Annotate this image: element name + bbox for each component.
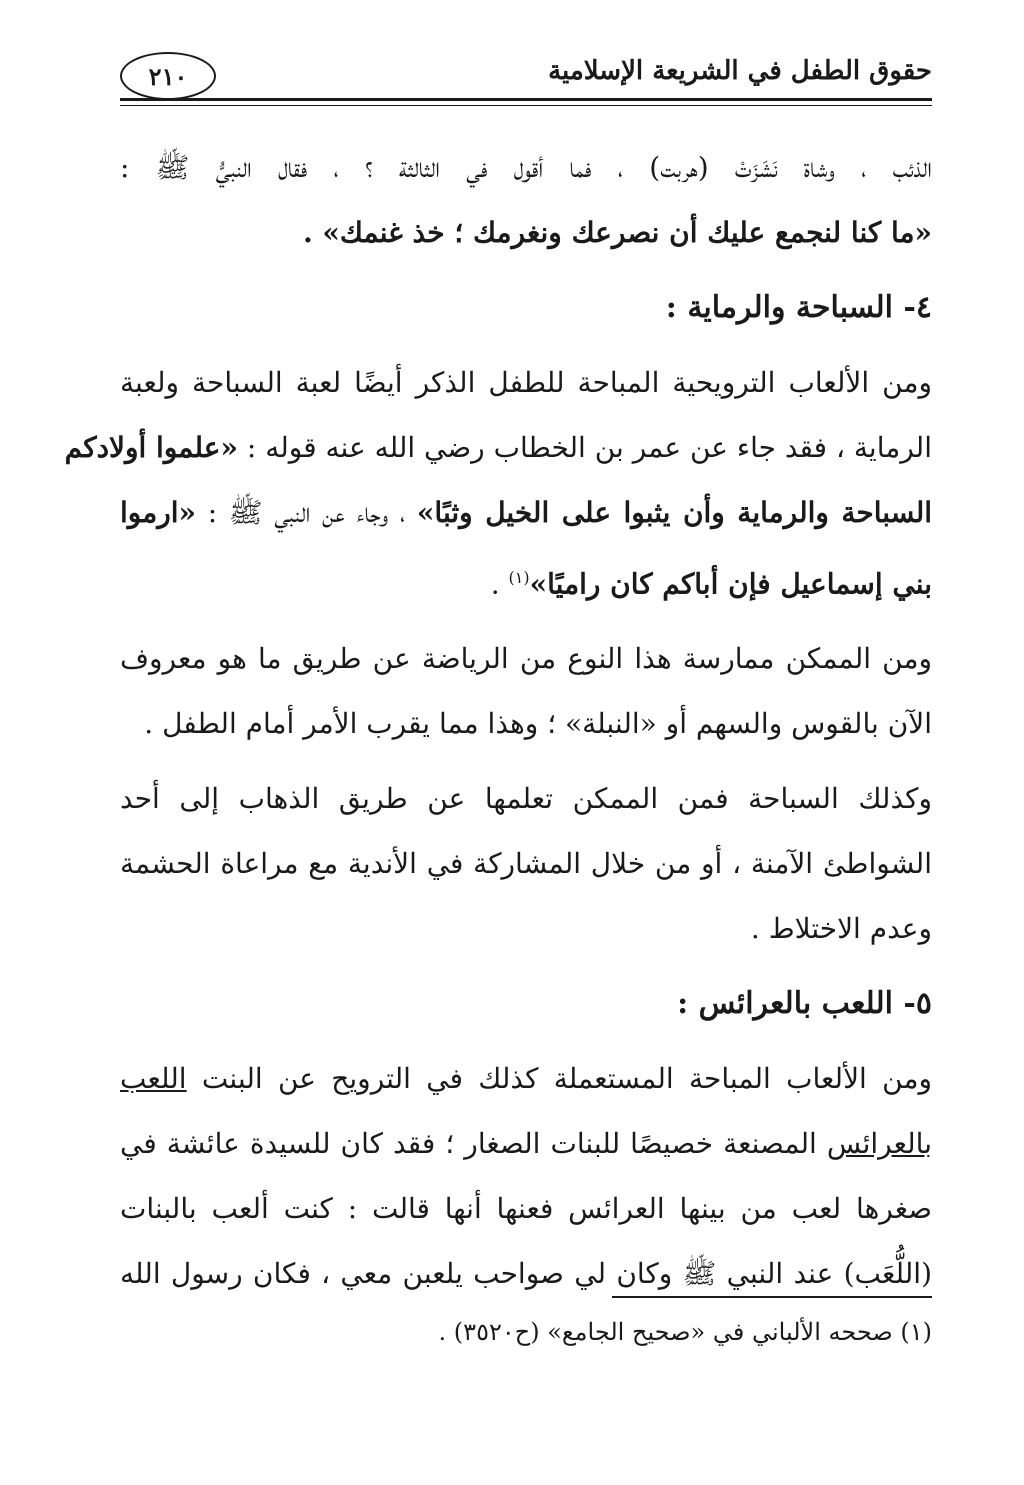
- text-line: (اللُّعَب) عند النبي ﷺ وكان لي صواحب يلعبن معي ، فكان رسول الله: [120, 1257, 932, 1291]
- page-body: [64, 135, 933, 1306]
- quote-span: «ارموا: [120, 496, 197, 529]
- text-line: ومن الألعاب الترويحية المباحة للطفل الذكر أيضًا لعبة السباحة ولعبة: [120, 366, 932, 399]
- text-span: .: [490, 567, 509, 601]
- hadith-quote: «ما كنا لنجمع عليك أن نصرعك ونغرمك ؛ خذ غنمك» .: [302, 216, 932, 249]
- text-span: ومن الألعاب المباحة المستعملة كذلك في الترويح عن البنت: [186, 1062, 932, 1096]
- section-heading-swimming-archery: ٤- السباحة والرماية :: [665, 290, 932, 325]
- text-line: [120, 1111, 932, 1176]
- text-line: وعدم الاختلاط .: [750, 912, 932, 946]
- section-heading-dolls: ٥- اللعب بالعرائس :: [677, 986, 932, 1022]
- text-line: [120, 480, 932, 545]
- text-line: الآن بالقوس والسهم أو «النبلة» ؛ وهذا مما يقرب الأمر أمام الطفل .: [144, 707, 932, 741]
- text-line: [120, 545, 932, 616]
- quote-span: «علموا أولادكم: [64, 431, 238, 464]
- running-title: حقوق الطفل في الشريعة الإسلامية: [548, 56, 932, 86]
- text-line: وكذلك السباحة فمن الممكن تعلمها عن طريق الذهاب إلى أحد: [120, 782, 932, 816]
- underlined-span: اللعب: [120, 1062, 187, 1096]
- text-line: الذئب ، وشاة نَشَزَتْ (هربت) ، فما أقول في الثالثة ؟ ، فقال النبيُّ ﷺ :: [120, 151, 932, 184]
- page-header: [120, 52, 932, 104]
- footnote: (١) صححه الألباني في «صحيح الجامع» (ح٣٥٢٠) .: [438, 1318, 932, 1346]
- footnote-marker[interactable]: (١): [508, 568, 530, 587]
- footnote-rule: [612, 1296, 932, 1298]
- text-line: ومن الممكن ممارسة هذا النوع من الرياضة عن طريق ما هو معروف: [120, 642, 932, 676]
- text-span: المصنعة خصيصًا للبنات الصغار ؛ فقد كان للسيدة عائشة في: [120, 1127, 827, 1161]
- text-line: الشواطئ الآمنة ، أو من خلال المشاركة في الأندية مع مراعاة الحشمة: [120, 847, 932, 881]
- text-line: صغرها لعب من بينها العرائس فعنها أنها قالت : كنت ألعب بالبنات: [120, 1192, 932, 1226]
- text-span: ، وجاء عن النبي ﷺ :: [196, 496, 417, 529]
- text-line: [120, 1046, 932, 1111]
- header-rule: [120, 98, 932, 106]
- text-span: الرماية ، فقد جاء عن عمر بن الخطاب رضي الله عنه قوله :: [237, 431, 932, 464]
- quote-span: بني إسماعيل فإن أباكم كان راميًا»: [529, 567, 932, 601]
- underlined-span: بالعرائس: [826, 1127, 932, 1161]
- text-line: [64, 415, 932, 480]
- quote-span: السباحة والرماية وأن يثبوا على الخيل وثبًا»: [416, 496, 933, 529]
- page-number-badge: ٢١٠: [120, 52, 216, 100]
